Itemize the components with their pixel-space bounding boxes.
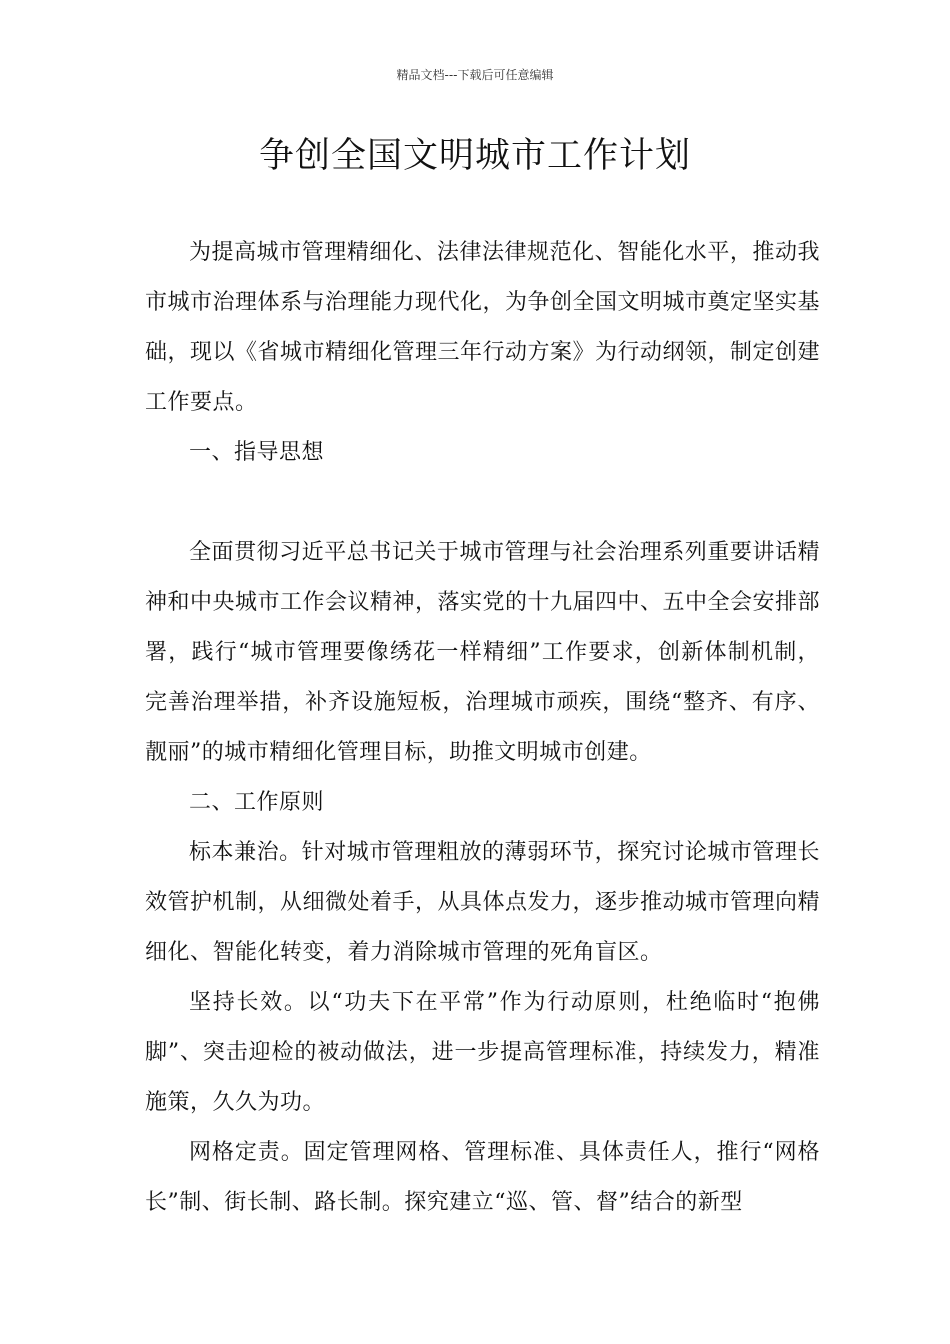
principle-paragraph-long-term: 坚持长效。以“功夫下在平常”作为行动原则，杜绝临时“抱佛脚”、突击迎检的被动做法，进一步提高管理标准，持续发力，精准施策，久久为功。	[145, 990, 820, 1115]
intro-paragraph: 为提高城市管理精细化、法律法律规范化、智能化水平，推动我市城市治理体系与治理能力现代化，为争创全国文明城市奠定坚实基础，现以《省城市精细化管理三年行动方案》为行动纲领，制定创建工作要点。	[145, 240, 821, 415]
document-body	[145, 228, 820, 1228]
document-title: 争创全国文明城市工作计划	[258, 136, 691, 176]
header-note: 精品文档---下载后可任意编辑	[396, 68, 554, 82]
guiding-ideology-paragraph: 全面贯彻习近平总书记关于城市管理与社会治理系列重要讲话精神和中央城市工作会议精神，落实党的十九届四中、五中全会安排部署，践行“城市管理要像绣花一样精细”工作要求，创新体制机制，完善治理举措，补齐设施短板，治理城市顽疾，围绕“整齐、有序、靓丽”的城市精细化管理目标，助推文明城市创建。	[145, 540, 821, 765]
section-heading-work-principles: 二、工作原则	[189, 790, 325, 815]
section-heading-guiding-ideology: 一、指导思想	[189, 440, 325, 465]
principle-paragraph-grid-responsibility: 网格定责。固定管理网格、管理标准、具体责任人，推行“网格长”制、街长制、路长制。探究建立“巡、管、督”结合的新型	[145, 1140, 820, 1215]
principle-paragraph-root-and-branch: 标本兼治。针对城市管理粗放的薄弱环节，探究讨论城市管理长效管护机制，从细微处着手，从具体点发力，逐步推动城市管理向精细化、智能化转变，着力消除城市管理的死角盲区。	[145, 840, 821, 965]
